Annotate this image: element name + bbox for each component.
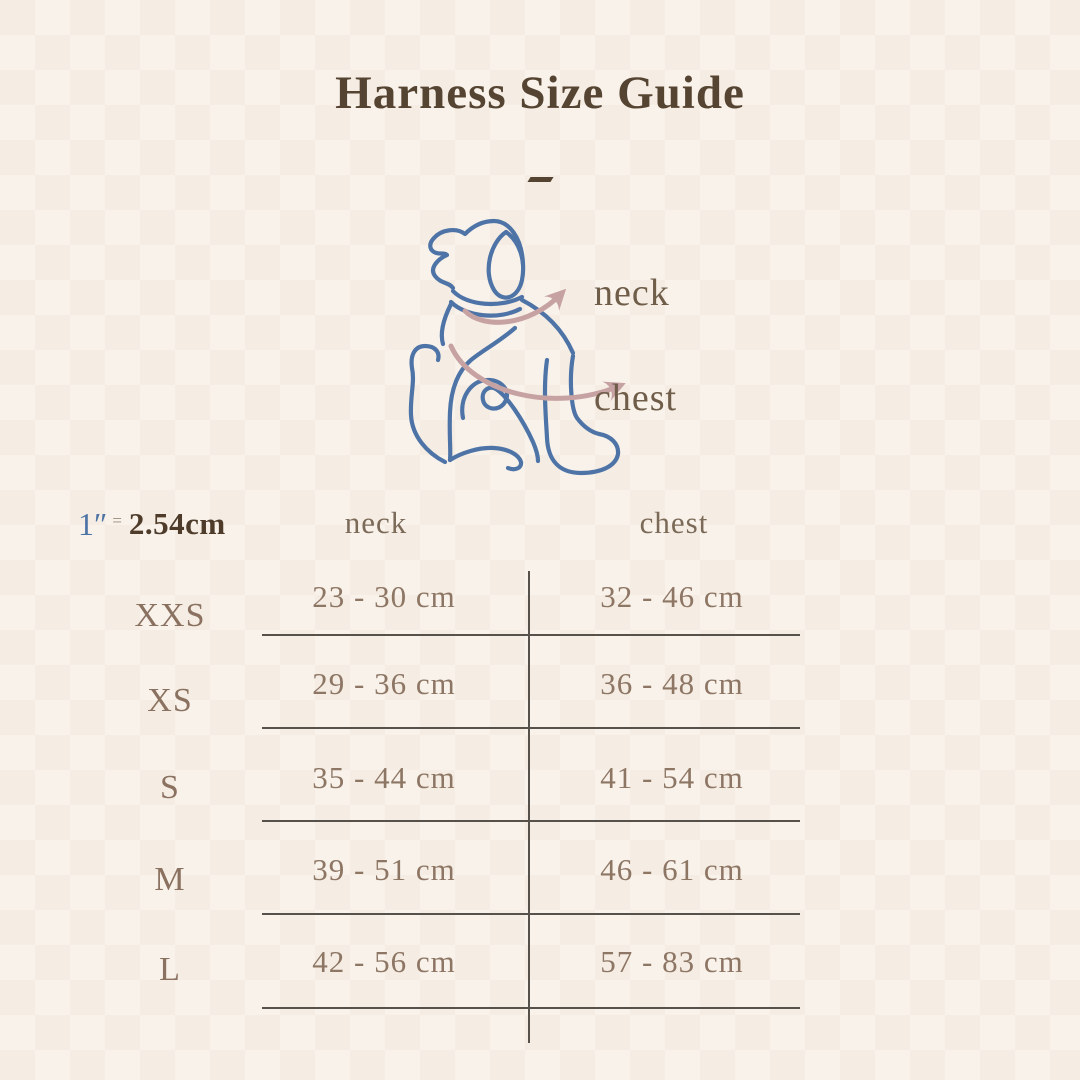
diagram-neck-label: neck [594, 272, 670, 314]
diagram-chest-label: chest [594, 377, 678, 419]
chest-measurement: 32 - 46 cm [600, 579, 744, 614]
column-header-neck: neck [344, 505, 408, 540]
neck-measurement: 29 - 36 cm [312, 666, 456, 701]
equals-sign: = [112, 511, 122, 530]
title-divider-dash [527, 177, 553, 182]
neck-measurement: 42 - 56 cm [312, 944, 456, 979]
page-title: Harness Size Guide [335, 67, 745, 119]
size-label: XXS [134, 597, 206, 634]
chest-measurement: 36 - 48 cm [600, 666, 744, 701]
chest-measurement: 41 - 54 cm [600, 760, 744, 795]
table-row-divider [262, 1007, 800, 1009]
dog-tail [411, 346, 445, 462]
size-label: M [154, 861, 186, 898]
cm-value: 2.54cm [128, 506, 226, 541]
column-header-chest: chest [639, 505, 709, 540]
size-label: XS [147, 682, 193, 719]
neck-measurement: 39 - 51 cm [312, 852, 456, 887]
dog-measurement-illustration [395, 210, 655, 490]
chest-measurement: 57 - 83 cm [600, 944, 744, 979]
neck-measurement: 35 - 44 cm [312, 760, 456, 795]
neck-measurement: 23 - 30 cm [312, 579, 456, 614]
table-row-divider [262, 913, 800, 915]
size-label: S [160, 769, 180, 806]
table-vertical-divider [528, 571, 530, 1043]
size-label: L [159, 951, 181, 988]
table-row-divider [262, 634, 800, 636]
dog-ear [489, 232, 523, 298]
chest-measurement: 46 - 61 cm [600, 852, 744, 887]
table-row-divider [262, 820, 800, 822]
table-row-divider [262, 727, 800, 729]
inch-cm-conversion [78, 504, 226, 544]
inch-value: 1″ [78, 505, 108, 542]
dog-outline [411, 221, 618, 473]
